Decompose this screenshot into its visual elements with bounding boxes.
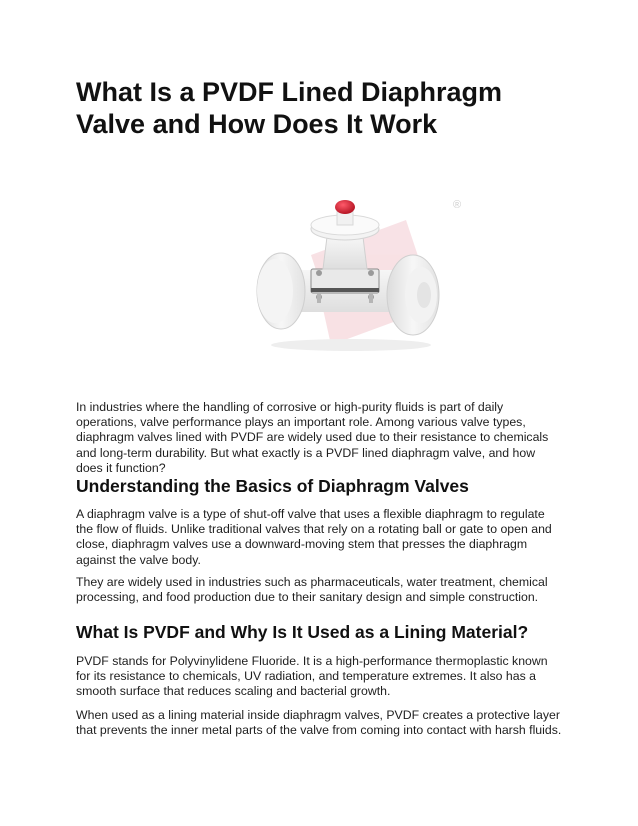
right-flange-bore bbox=[417, 282, 431, 308]
bolt-icon bbox=[316, 270, 322, 276]
bolt-shank bbox=[369, 293, 373, 303]
floor-shadow bbox=[271, 339, 431, 351]
diaphragm-line bbox=[311, 288, 379, 292]
intro-paragraph: In industries where the handling of corrosive or high-purity fluids is part of daily operations, valve performance plays an important role. Among various valve types, diaphragm valves lined with PVDF are widely used due to their resistance to chemicals and long-term durability. But what exactly is a PVDF lined diaphragm valve, and how does it function? bbox=[76, 400, 549, 475]
section-heading-basics: Understanding the Basics of Diaphragm Valves bbox=[76, 476, 469, 496]
bolt-icon bbox=[368, 270, 374, 276]
diaphragm-valve-illustration bbox=[231, 185, 471, 365]
position-indicator-cap bbox=[335, 200, 355, 214]
basics-paragraph-1: A diaphragm valve is a type of shut-off valve that uses a flexible diaphragm to regulate the flow of fluids. Unlike traditional valves that rely on a rotating ball or gate to open and close, diaphragm valves use a downward-moving stem that presses the diaphragm against the valve body. bbox=[76, 507, 552, 567]
pvdf-paragraph-1: PVDF stands for Polyvinylidene Fluoride. It is a high-performance thermoplastic known for its resistance to chemicals, UV radiation, and temperature extremes. It also has a smooth surface that reduces scaling and bacterial growth. bbox=[76, 654, 548, 699]
valve-image bbox=[231, 185, 471, 365]
pvdf-paragraph-2: When used as a lining material inside diaphragm valves, PVDF creates a protective layer that prevents the inner metal parts of the valve from coming into contact with harsh fluids. bbox=[76, 708, 562, 738]
left-flange-face bbox=[257, 259, 293, 323]
basics-paragraph-2: They are widely used in industries such as pharmaceuticals, water treatment, chemical processing, and food production due to their sanitary design and simple construction. bbox=[76, 575, 548, 605]
bonnet bbox=[323, 237, 367, 269]
registered-mark: ® bbox=[453, 199, 462, 211]
page-title: What Is a PVDF Lined Diaphragm Valve and How Does It Work bbox=[76, 77, 503, 139]
section-heading-pvdf: What Is PVDF and Why Is It Used as a Lining Material? bbox=[76, 622, 529, 642]
bolt-shank bbox=[317, 293, 321, 303]
